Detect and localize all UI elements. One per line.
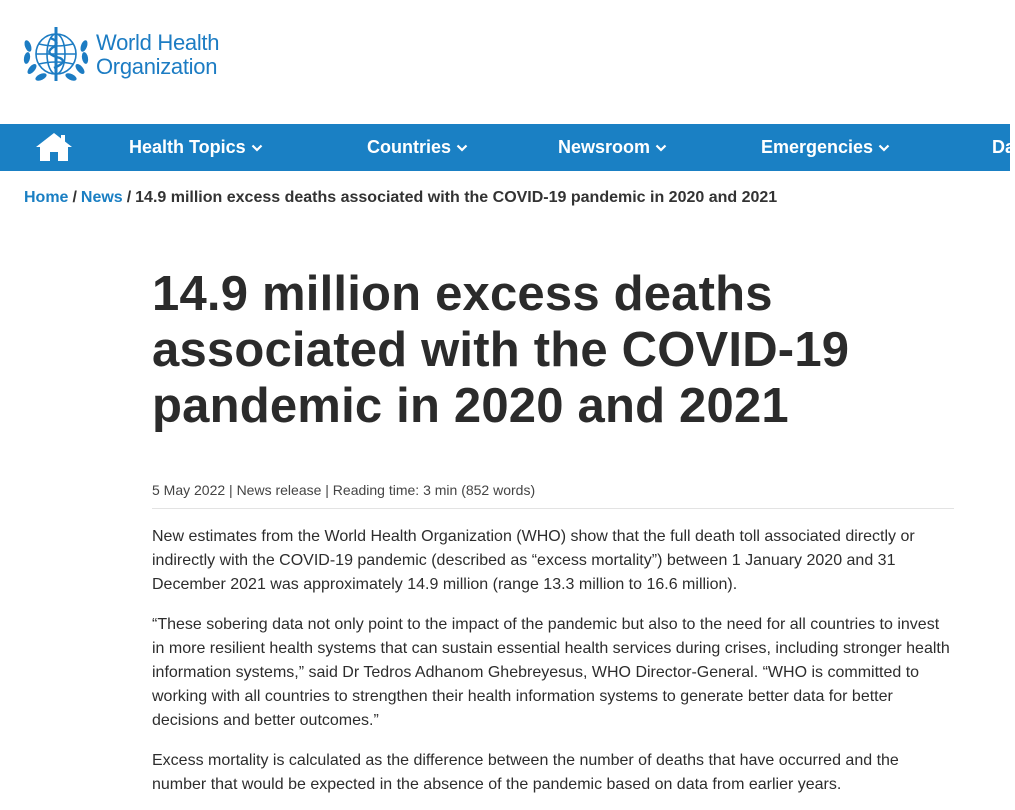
brand-name-line2: Organization — [96, 54, 218, 79]
who-logo[interactable] — [22, 24, 219, 86]
who-emblem-icon — [22, 24, 90, 86]
breadcrumb-home-link[interactable]: Home — [24, 189, 69, 206]
article-paragraph: New estimates from the World Health Organization (WHO) show that the full death toll associated directly or indirectly with the COVID-19 pandemic (described as “excess mortality”) between 1 January 2020 and 31 December 2021 was approximately 14.9 million (range 13.3 million to 16.6 million). — [152, 528, 915, 593]
page-title: 14.9 million excess deaths associated with the COVID-19 pandemic in 2020 and 2021 — [152, 267, 850, 433]
nav-data[interactable] — [992, 124, 1015, 171]
article — [152, 266, 954, 797]
nav-emergencies-label: Emergencies — [761, 137, 874, 157]
home-icon — [34, 131, 74, 163]
nav-data-label: Da — [992, 137, 1015, 157]
article-paragraph: “These sobering data not only point to the impact of the pandemic but also to the need for all countries to invest in more resilient health systems that can sustain essential health services during crises, including stronger health information systems,” said Dr Tedros Adhanom Ghebreyesus, WHO Director-General. “WHO is committed to working with all countries to strengthen their health information systems to generate better data for better decisions and better outcomes.” — [152, 616, 950, 729]
nav-emergencies[interactable] — [761, 124, 890, 171]
breadcrumb: Home / News / 14.9 million excess deaths associated with the COVID-19 pandemic in 2020 and 2021 — [24, 189, 778, 206]
nav-health-topics-label: Health Topics — [129, 137, 246, 157]
site-header — [0, 0, 1010, 124]
article-paragraph: Excess mortality is calculated as the difference between the number of deaths that have occurred and the number that would be expected in the absence of the pandemic based on data from earlier years. — [152, 752, 899, 793]
nav-health-topics[interactable] — [129, 124, 263, 171]
article-meta: 5 May 2022 | News release | Reading time: 3 min (852 words) — [152, 482, 954, 509]
nav-countries[interactable] — [367, 124, 468, 171]
chevron-down-icon — [251, 144, 263, 152]
chevron-down-icon — [655, 144, 667, 152]
chevron-down-icon — [878, 144, 890, 152]
chevron-down-icon — [456, 144, 468, 152]
breadcrumb-news-link[interactable]: News — [80, 189, 123, 206]
nav-countries-label: Countries — [367, 137, 452, 157]
nav-newsroom-label: Newsroom — [558, 137, 651, 157]
main-nav — [0, 124, 1015, 171]
nav-home-button[interactable] — [34, 131, 74, 163]
brand-name-line1: World Health — [96, 30, 220, 55]
nav-newsroom[interactable] — [558, 124, 667, 171]
breadcrumb-current: 14.9 million excess deaths associated with the COVID-19 pandemic in 2020 and 2021 — [135, 189, 778, 206]
